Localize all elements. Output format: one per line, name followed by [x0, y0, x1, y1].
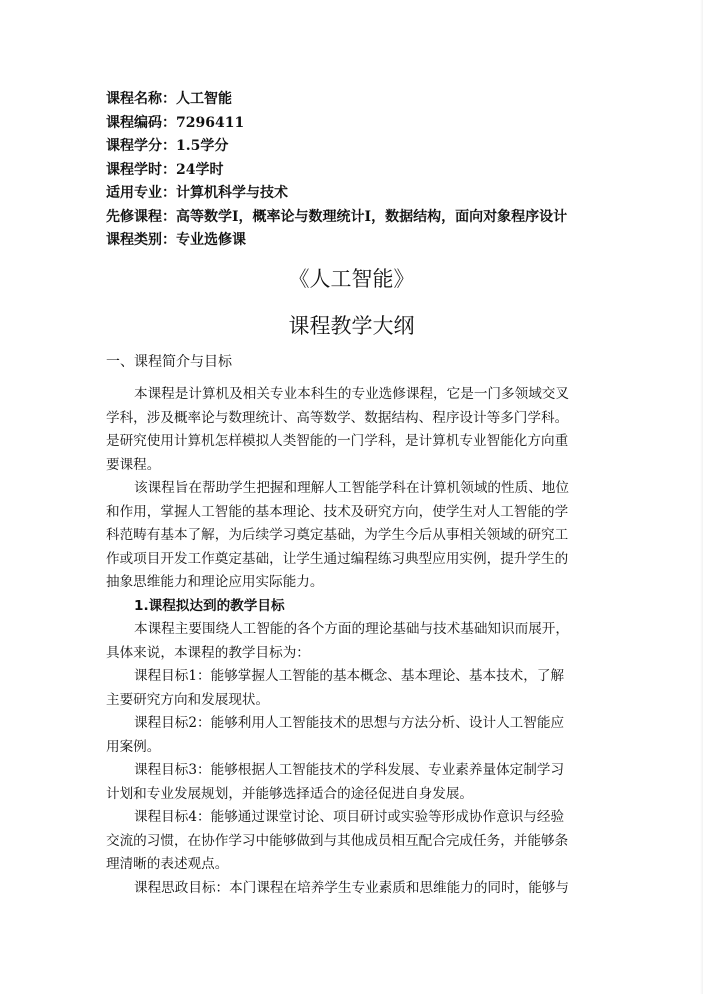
course-hours-label: 课程学时：	[106, 161, 176, 178]
goal-line: 课程目标1：能够掌握人工智能的基本概念、基本理论、基本技术，了解	[134, 668, 565, 684]
course-name-value: 人工智能	[176, 91, 232, 107]
prerequisites-label: 先修课程：	[106, 208, 176, 225]
course-credits-label: 课程学分：	[106, 138, 176, 154]
course-name-row	[106, 88, 626, 112]
document-subtitle: 课程教学大纲	[288, 314, 415, 338]
course-code-label: 课程编码：	[106, 114, 176, 131]
course-credits-row	[106, 135, 626, 159]
applicable-major-row	[106, 182, 626, 206]
paragraph-line: 作或项目开发工作奠定基础，让学生通过编程练习典型应用实例，提升学生的	[106, 550, 569, 567]
paragraph-line: 和作用，掌握人工智能的基本理论、技术及研究方向，使学生对人工智能的学	[106, 503, 569, 520]
paragraph-line: 是研究使用计算机怎样模拟人类智能的一门学科，是计算机专业智能化方向重	[106, 433, 569, 449]
goal-line: 课程目标4：能够通过课堂讨论、项目研讨或实验等形成协作意识与经验	[134, 809, 565, 825]
prerequisites-row	[106, 206, 626, 230]
prerequisites-value: 高等数学Ⅰ，概率论与数理统计Ⅰ，数据结构，面向对象程序设计	[176, 208, 568, 225]
goal-line: 用案例。	[106, 738, 161, 755]
course-credits-value: 1.5学分	[176, 138, 229, 154]
goal-line: 计划和专业发展规划，并能够选择适合的途径促进自身发展。	[106, 785, 474, 802]
section-heading: 一、课程简介与目标	[106, 354, 232, 370]
applicable-major-label: 适用专业：	[106, 185, 176, 201]
goal-line: 课程思政目标：本门课程在培养学生专业素质和思维能力的同时，能够与	[134, 879, 569, 896]
course-hours-row	[106, 159, 626, 183]
paragraph-line: 学科，涉及概率论与数理统计、高等数学、数据结构、程序设计等多门学科。	[106, 409, 569, 426]
course-code-value: 7296411	[176, 114, 245, 131]
subsection-heading: 1.课程拟达到的教学目标	[134, 597, 285, 614]
paragraph-line: 本课程是计算机及相关专业本科生的专业选修课程，它是一门多领域交叉	[134, 386, 569, 402]
course-info-block	[106, 88, 626, 253]
paragraph-line: 要课程。	[106, 456, 161, 473]
section-body	[106, 383, 590, 900]
paragraph-line: 抽象思维能力和理论应用实际能力。	[106, 574, 324, 590]
paragraph-line: 本课程主要围绕人工智能的各个方面的理论基础与技术基础知识而展开，	[134, 621, 569, 637]
course-category-value: 专业选修课	[176, 232, 246, 248]
paragraph-line: 科范畴有基本了解，为后续学习奠定基础，为学生今后从事相关领域的研究工	[106, 527, 569, 543]
goal-line: 课程目标3：能够根据人工智能技术的学科发展、专业素养量体定制学习	[134, 762, 565, 778]
goal-line: 课程目标2：能够利用人工智能技术的思想与方法分析、设计人工智能应	[134, 715, 565, 731]
course-code-row	[106, 112, 626, 136]
goal-line: 理清晰的表述观点。	[106, 856, 229, 872]
course-name-label: 课程名称：	[106, 91, 176, 107]
course-category-label: 课程类别：	[106, 232, 176, 248]
document-title: 《人工智能》	[288, 267, 415, 291]
goal-line: 交流的习惯，在协作学习中能够做到与其他成员相互配合完成任务，并能够条	[106, 832, 569, 849]
paragraph-line: 具体来说，本课程的教学目标为：	[106, 644, 310, 661]
goal-line: 主要研究方向和发展现状。	[106, 691, 270, 708]
course-category-row	[106, 229, 626, 253]
paragraph-line: 该课程旨在帮助学生把握和理解人工智能学科在计算机领域的性质、地位	[134, 480, 569, 496]
course-hours-value: 24学时	[176, 161, 224, 178]
applicable-major-value: 计算机科学与技术	[176, 185, 288, 201]
